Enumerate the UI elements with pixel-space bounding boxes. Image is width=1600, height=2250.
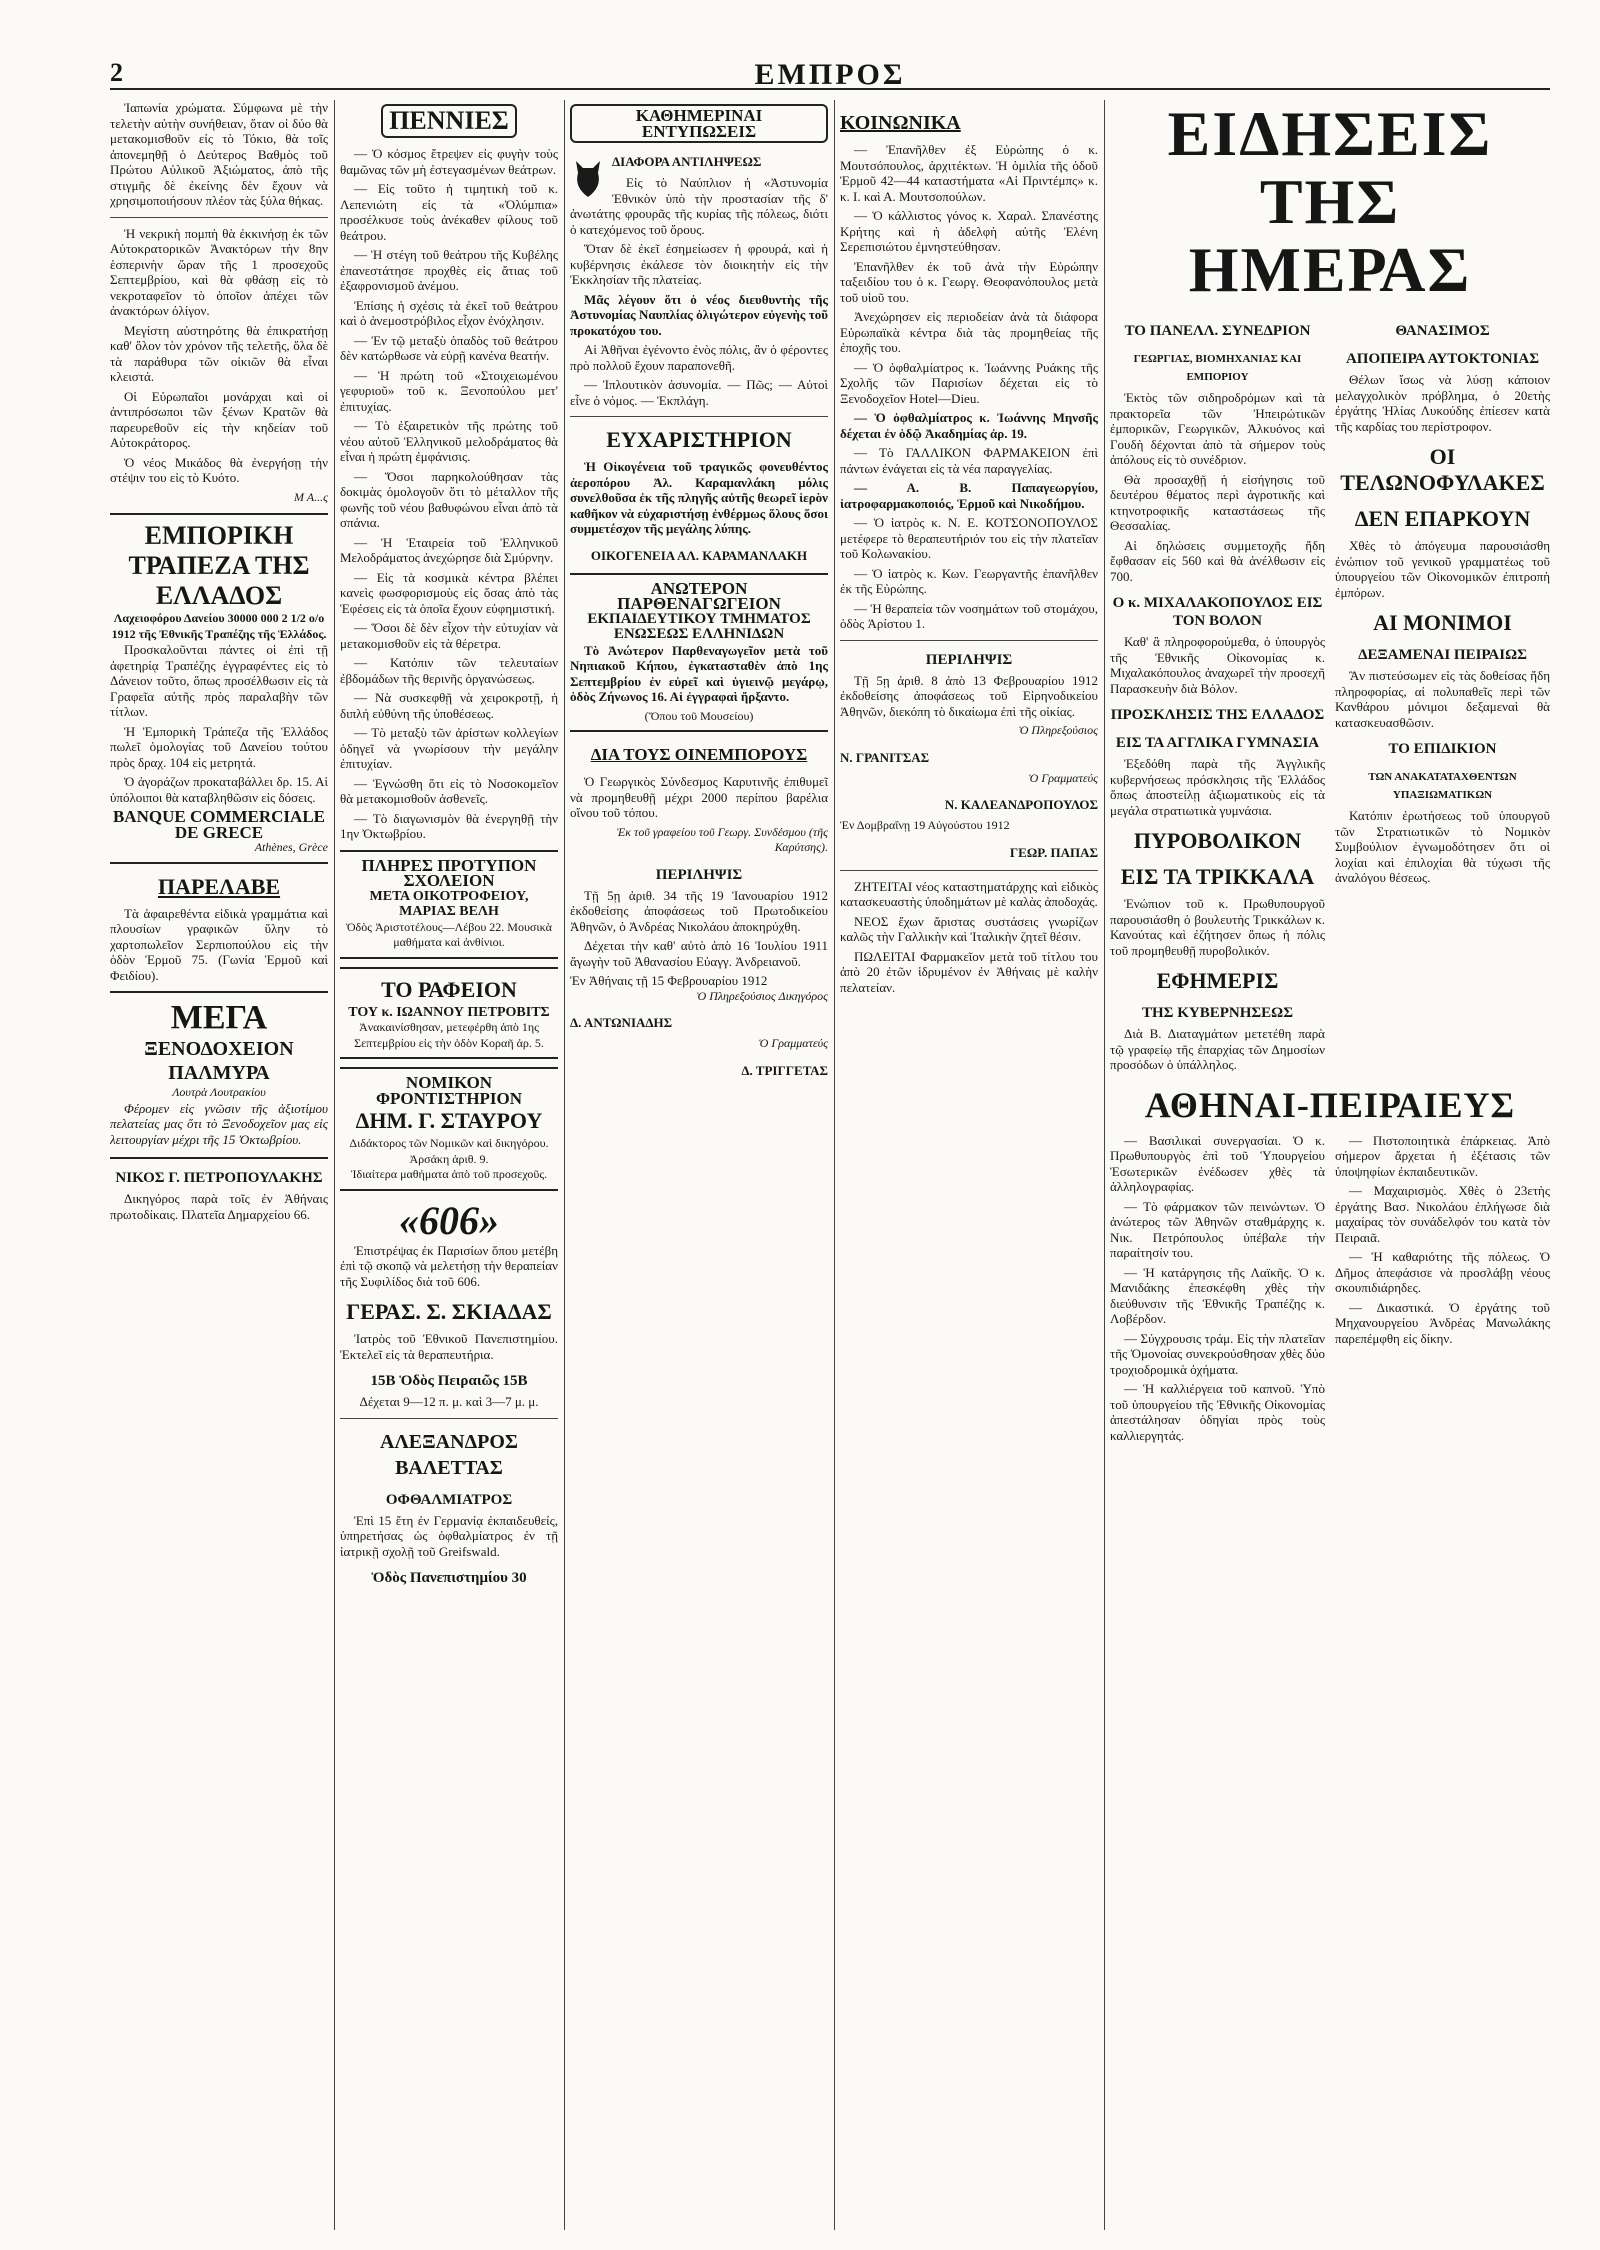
article-paragraph: Ἐπανῆλθεν ἐκ τοῦ ἀνὰ τὴν Εὐρώπην ταξειδίου του ὁ κ. Γεωργ. Θεοφανόπουλος μετὰ τοῦ υἱοῦ του. <box>840 258 1098 305</box>
article-paragraph: Μεγίστη αὐστηρότης θὰ ἐπικρατήσῃ καθ' ὅλον τὸν χρόνον τῆς τελετῆς, ὅλα δὲ τὰ παράθυρα τῶν οἰκιῶν θὰ εἶναι κλειστά. <box>110 322 328 384</box>
bank-sign-2: DE GRECE <box>174 822 264 842</box>
notice-sign: Ὁ Πληρεξούσιος <box>1018 723 1098 737</box>
article-title: ΘΑΝΑΣΙΜΟΣ <box>1395 323 1490 339</box>
article-paragraph: — Ἐπανῆλθεν ἐξ Εὐρώπης ὁ κ. Μουτσόπουλος, ἀρχιτέκτων. Ἡ ὁμιλία τῆς ὁδοῦ Ἑρμοῦ 42—44 καταστήματα «Αἱ Πριντέμπς» κ. κ. Ι. καὶ Α. Μουτσοπούλων. <box>840 142 1098 204</box>
article-paragraph: — Ὁ ὀφθαλμίατρος κ. Ἰωάννης Μηνσῆς δέχεται ἐν ὁδῷ Ἀκαδημίας ἀρ. 19. <box>840 410 1098 441</box>
tutor-text-2: Ἰδιαίτερα μαθήματα ἀπὸ τοῦ προσεχοῦς. <box>350 1167 548 1181</box>
article-paragraph: Ἐκτὸς τῶν σιδηροδρόμων καὶ τὰ πρακτορεῖα τῶν Ἠπειρώτικῶν ἐμπορικῶν, Γεωργικῶν, Ἀλκυόνος καὶ Γουδὴ δέχονται ἀπὸ τὰ σήμερον τοὺς ἀπόλους εἰς τὸ συνέδριον. <box>1110 390 1325 467</box>
owner-name: ΝΙΚΟΣ Γ. ΠΕΤΡΟΠΟΥΛΑΚΗΣ <box>115 1170 323 1186</box>
hotel-title-1: ΜΕΓΑ <box>170 999 268 1036</box>
school-subtitle: ΜΕΤΑ ΟΙΚΟΤΡΟΦΕΙΟΥ, ΜΑΡΙΑΣ ΒΕΛΗ <box>369 888 529 919</box>
eye-doctor-address: Ὁδὸς Πανεπιστημίου 30 <box>371 1570 527 1586</box>
article-paragraph: Ἰαπωνία χρώματα. Σύμφωνα μὲ τὴν τελετὴν αὐτὴν συνήθειαν, ὅταν οἱ δύο θὰ μετακομισθοῦν εἰς τὸ Τόκιο, θὰ τοῖς ἀπονεμηθῇ ὁ Δεύτερος Βαθμὸς τοῦ Πρώτου Αὐλικοῦ Ἀξιώματος, ἀπὸ τῆς στιγμῆς δὲ ἐκείνης δὲν ἔχουν νὰ χρησιμοποιήσουν πλέον τὰς ξύλα θήκας. <box>110 100 328 208</box>
news-two-column <box>1110 312 1550 1077</box>
tutor-name: ΔΗΜ. Γ. ΣΤΑΥΡΟΥ <box>355 1108 543 1133</box>
article-paragraph: Κατόπιν ἐρωτήσεως τοῦ ὑπουργοῦ τῶν Στρατιωτικῶν τὸ Νομικὸν Συμβούλιον ἐγνωμοδότησεν ὅτι οἱ λοχίαι καὶ ἐπιλοχίαι θὰ τύχωσι τῆς ἀναλόγου θέσεως. <box>1335 808 1550 885</box>
tailor-text: Ἀνακαινίσθησαν, μετεφέρθη ἀπὸ 1ης Σεπτεμβρίου εἰς τὴν ὁδὸν Κοραῆ ἀρ. 5. <box>354 1020 544 1050</box>
article-paragraph: — Ὅσοι δὲ δὲν εἶχον τὴν εὐτυχίαν νὰ μετακομισθοῦν εἰς τὰ θέρετρα. <box>340 620 558 651</box>
school-address: (Ὅπου τοῦ Μουσείου) <box>644 708 754 723</box>
notice-name-2: Ν. ΚΑΛΕΑΝΔΡΟΠΟΥΛΟΣ <box>944 797 1098 812</box>
article-paragraph: — Ὁ ἰατρὸς κ. Κων. Γεωργαντῆς ἐπανῆλθεν ἐκ τῆς Εὐρώπης. <box>840 565 1098 596</box>
article-paragraph: Μᾶς λέγουν ὅτι ὁ νέος διευθυντὴς τῆς Ἀστυνομίας Ναυπλίας ὀλιγώτερον εὐγενὴς τοῦ προκατόχου του. <box>570 291 828 338</box>
article-paragraph: — Τὸ ΓΑΛΛΙΚΟΝ ΦΑΡΜΑΚΕΙΟΝ ἐπὶ πάντων ἐνάγεται εἰς τὰ νέα παραγγελίας. <box>840 445 1098 476</box>
bank-title: ΕΜΠΟΡΙΚΗ ΤΡΑΠΕΖΑ ΤΗΣ ΕΛΛΑΔΟΣ <box>128 521 310 610</box>
article-paragraph: — Ἰπλουτικὸν ἀσυνομία. — Πῶς; — Αὐτοὶ εἶνε ὁ νόμος. — Ἐκπλάγη. <box>570 377 828 408</box>
article-title: ΤΟ ΕΠΙΔΙΚΙΟΝ <box>1388 741 1497 757</box>
article-paragraph: — Εἰς τὰ κοσμικὰ κέντρα βλέπει κανεὶς φωσφορισμοὺς εἰς ὅσας ἀπὸ τὰς Ἐφέσεις εἰς τὰ ὁποῖα ἔχουν εὐφημιστική. <box>340 569 558 616</box>
divider <box>570 416 828 417</box>
school-ad <box>340 850 558 959</box>
article-paragraph: — Ἡ Ἑταιρεία τοῦ Ἑλληνικοῦ Μελοδράματος ἀνεχώρησε διὰ Σμύρνην. <box>340 534 558 565</box>
bank-subtitle: Λαχειοφόρου Δανείου 30000 000 2 1/2 ο/ο 1912 τῆς Ἐθνικῆς Τραπέζης τῆς Ἑλλάδος. <box>111 611 327 641</box>
article-title: ΟΙ ΤΕΛΩΝΟΦΥΛΑΚΕΣ <box>1340 444 1545 495</box>
tailor-subtitle: ΤΟΥ κ. ΙΩΑΝΝΟΥ ΠΕΤΡΟΒΙΤΣ <box>348 1004 550 1020</box>
wine-title: ΔΙΑ ΤΟΥΣ ΟΙΝΕΜΠΟΡΟΥΣ <box>590 745 808 764</box>
article-paragraph: Καθ' ἃ πληροφορούμεθα, ὁ ὑπουργὸς τῆς Ἐθνικῆς Οἰκονομίας κ. Μιχαλακόπουλος ἀναχωρεῖ τὴν προσεχῆ Παρασκευὴν διὰ Βόλον. <box>1110 634 1325 696</box>
notice-name-2: Δ. ΤΡΙΓΓΕΤΑΣ <box>741 1062 828 1078</box>
article-paragraph: — Ἡ κατάργησις τῆς Λαϊκῆς. Ὁ κ. Μανιδάκης ἐπεσκέφθη χθὲς τὴν διεύθυνσιν τῆς Ἐθνικῆς Τραπέζης κ. Λοβέρδον. <box>1110 1264 1325 1326</box>
article-paragraph: Ἐπίσης ἡ σχέσις τὰ ἐκεῖ τοῦ θεάτρου καὶ ὁ ἀνεμοστρόβιλος εἶχον ἐνόχλησιν. <box>340 297 558 328</box>
article-paragraph: — Τὸ ἐξαιρετικὸν τῆς πρώτης τοῦ νέου αὐτοῦ Ἑλληνικοῦ μελοδράματος θὰ εἶναι ἡ πρώτη ἐμφάνισις. <box>340 418 558 464</box>
notice-date: Ἐν Ἀθήναις τῇ 15 Φεβρουαρίου 1912 <box>570 973 768 988</box>
article-paragraph: — Σύγχρουσις τράμ. Εἰς τὴν πλατεῖαν τῆς Ὁμονοίας συνεκρούσθησαν χθὲς δύο τροχιοδρομικὰ ὀχήματα. <box>1110 1330 1325 1377</box>
news-subcolumn-left <box>1110 1133 1325 1448</box>
notice-sign-2: Ὁ Γραμματεύς <box>1028 770 1098 785</box>
eye-doctor-title: ΟΦΘΑΛΜΙΑΤΡΟΣ <box>385 1491 513 1508</box>
column-1 <box>110 100 328 2230</box>
article-paragraph: — Τὸ διαγωνισμὸν θὰ ἐνεργηθῇ τὴν 1ην Ὀκτωβρίου. <box>340 810 558 841</box>
article-paragraph: — Ἡ στέγη τοῦ θεάτρου τῆς Κυβέλης ἐπανεστάτησε προχθὲς εἰς ἄτιας τοῦ ἐξαφρονισμοῦ ἀνέμου. <box>340 247 558 293</box>
signature: Μ Α...ς <box>294 489 328 504</box>
article-paragraph: — Τὸ φάρμακον τῶν πεινώντων. Ὁ ἀνώτερος τῶν Ἀθηνῶν σταθμάρχης κ. Νικ. Πετρόπουλος ὑπέβαλε τὴν παραίτησίν του. <box>1110 1198 1325 1260</box>
article-paragraph: — Ὅσοι παρηκολούθησαν τὰς δοκιμὰς ὁμολογοῦν ὅτι τὸ μέταλλον τῆς φωνῆς τοῦ νέου βαθυφώνου εἶναι ἀπὸ τὰ σπάνια. <box>340 468 558 530</box>
column-rule <box>564 100 565 2230</box>
article-subtitle: ΤΩΝ ΑΝΑΚΑΤΑΤΑΧΘΕΝΤΩΝ ΥΠΑΞΙΩΜΑΤΙΚΩΝ <box>1368 771 1517 801</box>
article-paragraph: Χθὲς τὸ ἀπόγευμα παρουσιάσθη ἐνώπιον τοῦ γενικοῦ γραμματέως τοῦ ὑπουργείου τῶν Οἰκονομικῶν ἐπιτροπὴ ἐμπόρων. <box>1335 538 1550 600</box>
article-paragraph: — Κατόπιν τῶν τελευταίων ἐβδομάδων τῆς θερινῆς ὀργανώσεως. <box>340 655 558 686</box>
article-paragraph: Αἱ Ἀθῆναι ἐγένοντο ἐνὸς πόλις, ἂν ὁ φέροντες πρὸ πολλοῦ ἔχουν παραπονεθῆ. <box>570 342 828 373</box>
article-subtitle: ΔΕΝ ΕΠΑΡΚΟΥΝ <box>1354 506 1531 531</box>
article-title: ΕΦΗΜΕΡΙΣ <box>1156 968 1279 993</box>
school-subtitle-2: ΕΝΩΣΕΩΣ ΕΛΛΗΝΙΔΩΝ <box>613 626 785 642</box>
tutor-text: Διδάκτορος τῶν Νομικῶν καὶ δικηγόρου. Ἀρσάκη ἀριθ. 9. <box>349 1136 549 1166</box>
article-paragraph: — Ὁ ἰατρὸς κ. Ν. Ε. ΚΟΤΣΟΝΟΠΟΥΛΟΣ μετέφερε τὸ θεραπευτήριόν του εἰς τὴν πλατεῖαν τοῦ Κολωνακίου. <box>840 515 1098 561</box>
column-rule <box>334 100 335 2230</box>
news-headline: ΕΙΔΗΣΕΙΣ ΤΗΣ ΗΜΕΡΑΣ <box>1167 100 1493 305</box>
article-paragraph: — Βασιλικαὶ συνεργασίαι. Ὁ κ. Πρωθυπουργὸς ἐπὶ τοῦ Ὑπουργείου Ἐσωτερικῶν ἐνέδωσεν χθὲς τὰ ἀλληλογραφίας. <box>1110 1132 1325 1194</box>
article-paragraph: Δέχεται τὴν καθ' αὐτὸ ἀπὸ 16 Ἰουλίου 1911 ἄγωγὴν τοῦ Ἀθανασίου Εὐαγγ. Ἀνδρειανοῦ. <box>570 938 828 969</box>
section-title: ΠΕΝΝΙΕΣ <box>381 104 517 138</box>
article-paragraph: — Τὸ μεταξὺ τῶν ἀρίστων κολλεγίων ὁδηγεῖ νὰ γνωρίσουν τὴν μεγάλην ἐπιτυχίαν. <box>340 725 558 771</box>
thanks-signature: ΟΙΚΟΓΕΝΕΙΑ ΑΛ. ΚΑΡΑΜΑΝΛΑΚΗ <box>590 547 808 563</box>
notice-title: ΠΕΡΙΛΗΨΙΣ <box>925 651 1013 668</box>
article-paragraph: — Ἐν τῷ μεταξὺ ὁπαδὸς τοῦ θεάτρου δὲν κατώρθωσε νὰ εὑρῇ κανένα θεατήν. <box>340 332 558 363</box>
article-paragraph: — Νὰ συσκεφθῇ νὰ χειροκροτῇ, ἡ διπλή εὐθύνη τῆς ὑποθέσεως. <box>340 690 558 721</box>
article-paragraph: — Ἐγνώσθη ὅτι εἰς τὸ Νοσοκομεῖον θὰ μετακομισθοῦν ἀσθενεῖς. <box>340 775 558 806</box>
article-paragraph: Ὁ νέος Μικάδος θὰ ἐνεργήσῃ τὴν στέψιν του εἰς τὸ Κυότο. <box>110 454 328 485</box>
section-subtitle: ΔΙΑΦΟΡΑ ΑΝΤΙΛΗΨΕΩΣ <box>612 154 762 169</box>
article-subtitle: ΤΗΣ ΚΥΒΕΡΝΗΣΕΩΣ <box>1141 1005 1294 1021</box>
ad-paragraph: Δικηγόρος παρὰ τοῖς ἐν Ἀθήναις πρωτοδίκαις. Πλατεῖα Δημαρχείου 66. <box>110 1191 328 1222</box>
paper-name: ΕΜΠΡΟΣ <box>754 58 906 91</box>
hotel-title-3: Λουτρὰ Λουτρακίου <box>172 1085 266 1099</box>
article-paragraph: — Ὁ κάλλιστος γόνος κ. Χαραλ. Σπανέστης Κρήτης καὶ ἡ ἀδελφὴ αὐτῆς Ἐλένη Σερεπισιώτου ἐμνηστεύθησαν. <box>840 208 1098 254</box>
article-subtitle: ΓΕΩΡΓΙΑΣ, ΒΙΟΜΗΧΑΝΙΑΣ ΚΑΙ ΕΜΠΟΡΙΟΥ <box>1133 353 1302 383</box>
tailor-ad <box>340 967 558 1060</box>
notice-name: Δ. ΑΝΤΩΝΙΑΔΗΣ <box>570 1015 673 1030</box>
classified-ad: ΠΩΛΕΙΤΑΙ Φαρμακεῖον μετὰ τοῦ τίτλου του ἀπὸ 20 ἐτῶν ἱδρυμένον ἐν Ἀθήναις μὲ καλὴν πελατείαν. <box>840 948 1098 995</box>
ad-paragraph: Ὁ ἀγοράζων προκαταβάλλει δρ. 15. Αἱ ὑπόλοιποι θὰ καταβληθῶσιν εἰς δόσεις. <box>110 774 328 805</box>
article-paragraph: — Ἡ θεραπεία τῶν νοσημάτων τοῦ στομάχου, ὁδὸς Ἀρίστου 1. <box>840 600 1098 631</box>
lost-title: ΠΑΡΕΛΑΒΕ <box>157 873 281 899</box>
article-paragraph: Οἱ Εὐρωπαῖοι μονάρχαι καὶ οἱ ἀντιπρόσωποι τῶν ξένων Κρατῶν θὰ παρευρεθοῦν εἰς τὴν κηδείαν τοῦ Αὐτοκράτορος. <box>110 388 328 450</box>
article-paragraph: — Πιστοποιητικὰ ἐπάρκειας. Ἀπὸ σήμερον ἄρχεται ἡ ἐξέτασις τῶν ὑποψηφίων ἐκπαιδευτικῶν. <box>1335 1132 1550 1179</box>
tutor-ad <box>340 1067 558 1191</box>
news-subcolumn-right <box>1335 1133 1550 1448</box>
eye-doctor-name: ΑΛΕΞΑΝΔΡΟΣ ΒΑΛΕΤΤΑΣ <box>380 1430 518 1479</box>
article-paragraph: — Ἡ καλλιέργεια τοῦ καπνοῦ. Ὑπὸ τοῦ ὑπουργείου τῆς Ἐθνικῆς Οἰκονομίας ἀπεστάλησαν ὁδηγίαι πρὸς τοὺς καλλιεργητάς. <box>1110 1381 1325 1443</box>
section-title: ΑΘΗΝΑΙ-ΠΕΙΡΑΙΕΥΣ <box>1144 1084 1516 1125</box>
notice-title: ΠΕΡΙΛΗΨΙΣ <box>655 866 743 883</box>
article-paragraph: — Μαχαιρισμὸς. Χθὲς ὁ 23ετὴς ἐργάτης Βασ. Νικολάου ἐπλήγωσε διὰ μαχαίρας τὸν συνάδελφόν του κατὰ τὸν Πειραιᾶ. <box>1335 1183 1550 1245</box>
article-paragraph: Ἡ νεκρικὴ πομπὴ θὰ ἐκκινήσῃ ἐκ τῶν Αὐτοκρατορικῶν Ἀνακτόρων τὴν 8ην ἑσπερινὴν ὥραν τῆς 1 προσεχοῦς Σεπτεμβρίου, καὶ θὰ φθάσῃ εἰς τὸ νεκροταφεῖον τὸ ὁποῖον ἀπέχει τῶν ἀνακτόρων ὀλίγον. <box>110 225 328 318</box>
article-paragraph: Ἡ Οἰκογένεια τοῦ τραγικῶς φονευθέντος ἀεροπόρου Ἀλ. Καραμανλάκη μόλις συνελθοῦσα ἐκ τῆς πληγῆς αὐτῆς θεωρεῖ ἱερὸν καθῆκον νὰ εὐχαριστήσῃ ἐνθέρμως ὅλους ὅσοι συμμετέσχον τῆς μεγάλης λύπης. <box>570 459 828 536</box>
ad-paragraph: Φέρομεν εἰς γνῶσιν τῆς ἀξιοτίμου πελατείας μας ὅτι τὸ Ξενοδοχεῖον μας εἰς λειτουργίαν μέχρι τῆς 15 Ὀκτωβρίου. <box>110 1100 328 1147</box>
article-paragraph: Εἰς τὸ Ναύπλιον ἡ «Ἀστυνομία Ἐθνικὸν ὑπὸ τὴν προστασίαν τῆς δ' ἀνωτάτης φρουρᾶς τῆς κυρίας τῆς πόλεως, διότι ὁ κατεχόμενος τοῦ ὄρους. <box>570 175 828 237</box>
hotel-title-2: ΞΕΝΟΔΟΧΕΙΟΝ ΠΑΛΜΥΡΑ <box>144 1038 294 1084</box>
column-4 <box>840 100 1098 2230</box>
bank-sign-3: Athènes, Grèce <box>254 840 328 854</box>
notice-sign-2: Ὁ Γραμματεύς <box>758 1036 828 1050</box>
ad-paragraph: Ἡ Ἐμπορικὴ Τράπεζα τῆς Ἑλλάδος πωλεῖ ὁμολογίας τοῦ Δανείου τούτου πρὸς δραχ. 104 εἰς μετρητά. <box>110 723 328 770</box>
ad-paragraph: Προσκαλοῦνται πάντες οἱ ἐπὶ τῇ ἀφετηρίᾳ Τραπέζης ἐγγραφέντες εἰς τὸ Δάνειον τοῦτο, ὅπως προσέλθωσιν εἰς τὰ Γραφεῖα αὐτῆς πρὸς παραλαβὴν τῶν τίτλων. <box>110 642 328 719</box>
article-paragraph: Θὰ προσαχθῇ ἡ εἰσήγησις τοῦ δευτέρου θέματος περὶ ἀγροτικῆς καὶ κτηνοτροφικῆς καταστάσεως τῆς Θεσσαλίας. <box>1110 471 1325 533</box>
bank-sign-1: BANQUE COMMERCIALE <box>112 807 326 826</box>
article-paragraph: Αἱ δηλώσεις συμμετοχῆς ἤδη ἔφθασαν εἰς 560 καὶ θὰ ἀνέλθωσιν εἰς 700. <box>1110 537 1325 584</box>
wine-signature: Ἐκ τοῦ γραφείου τοῦ Γεωργ. Συνδέσμου (τῆς Καρύτσης). <box>616 824 828 854</box>
bank-ad <box>110 513 328 864</box>
masthead <box>110 58 1550 90</box>
article-paragraph: Ἐξεδόθη παρὰ τῆς Ἀγγλικῆς κυβερνήσεως πρόσκλησις τῆς Ἑλλάδος ὅπως ἀποστείλῃ ἀξιωματικοὺς εἰς τὰ μεγάλα στρατιωτικὰ γυμνάσια. <box>1110 756 1325 818</box>
article-subtitle: ΑΠΟΠΕΙΡΑ ΑΥΤΟΚΤΟΝΙΑΣ <box>1345 351 1540 367</box>
article-title: ΑΙ ΜΟΝΙΜΟΙ <box>1373 610 1512 635</box>
school-title: ΠΛΗΡΕΣ ΠΡΟΤΥΠΟΝ ΣΧΟΛΕΙΟΝ <box>361 855 537 890</box>
doctor-name: ΓΕΡΑΣ. Σ. ΣΚΙΑΔΑΣ <box>346 1299 552 1324</box>
notice-sign: Ὁ Πληρεξούσιος Δικηγόρος <box>696 988 828 1003</box>
article-paragraph: Ὁ Γεωργικὸς Σύνδεσμος Καρυτινῆς ἐπιθυμεῖ νὰ προμηθευθῇ μέχρι 2000 περίπου βαρέλια οἴνου τοῦ τόπου. <box>570 774 828 820</box>
doctor-address: 15Β Ὁδὸς Πειραιῶς 15Β <box>370 1373 528 1389</box>
school-ad <box>570 573 828 733</box>
ad-paragraph: Ἐπιστρέψας ἐκ Παρισίων ὅπου μετέβη ἐπὶ τῷ σκοπῷ νὰ μελετήσῃ τὴν θεραπείαν τῆς Συφιλίδος διὰ τοῦ 606. <box>340 1242 558 1289</box>
thanks-title: ΕΥΧΑΡΙΣΤΗΡΙΟΝ <box>606 427 792 452</box>
article-title: ΤΟ ΠΑΝΕΛΛ. ΣΥΝΕΔΡΙΟΝ <box>1124 323 1311 339</box>
page-number: 2 <box>110 58 123 87</box>
article-paragraph: Θέλων ἴσως νὰ λύσῃ κάποιον μελαγχολικὸν πρόβλημα, ὁ 20ετὴς ἐργάτης Ἠλίας Λυκούδης ἐπίεσεν κατὰ τῆς καρδίας του περίστροφον. <box>1335 372 1550 434</box>
hotel-ad <box>110 991 328 1159</box>
article-subtitle: ΕΙΣ ΤΑ ΤΡΙΚΚΑΛΑ <box>1120 864 1315 889</box>
column-2 <box>340 100 558 2230</box>
tailor-title: ΤΟ ΡΑΦΕΙΟΝ <box>381 976 517 1002</box>
article-paragraph: Ὅταν δὲ ἐκεῖ ἐσημείωσεν ἡ φρουρά, καὶ ἡ κυβέρνησις ἐκάλεσε τὸν διοικητὴν εἰς τὴν Ἐκκλησίαν τῆς πλατείας. <box>570 241 828 287</box>
classified-ad: ΖΗΤΕΙΤΑΙ νέος καταστηματάρχης καὶ εἰδικὸς κατασκευαστὴς ὑποδημάτων μὲ καλὰς ἀποδοχάς. <box>840 878 1098 909</box>
column-5 <box>1110 100 1550 2230</box>
article-paragraph: Τῇ 5ῃ ἀριθ. 8 ἀπὸ 13 Φεβρουαρίου 1912 ἐκδοθείσης ἀποφάσεως τοῦ Εἰρηνοδικείου Ἀθηνῶν, διεκόπη τὸ δικαίωμα ἐπὶ τῆς οἰκίας. <box>840 672 1098 719</box>
divider <box>340 1418 558 1419</box>
ad-paragraph: Ἐπὶ 15 ἔτη ἐν Γερμανίᾳ ἐκπαιδευθείς, ὑπηρετήσας ὡς ὀφθαλμίατρος ἐν τῇ ἰατρικῇ σχολῇ τοῦ Greifswald. <box>340 1512 558 1559</box>
ad-606-title: «606» <box>399 1197 499 1243</box>
article-paragraph: Τῇ 5ῃ ἀριθ. 34 τῆς 19 Ἰανουαρίου 1912 ἐκδοθείσης ἀποφάσεως τοῦ Πρωτοδικείου Ἀθηνῶν, ὁ Ἀνδρέας Νικολάου ἀποκηρύχθη. <box>570 887 828 934</box>
divider <box>840 870 1098 871</box>
classified-ad: ΝΕΟΣ ἔχων ἄριστας συστάσεις γνωρίζων καλῶς τὴν Γαλλικὴν καὶ Ἰταλικὴν ζητεῖ θέσιν. <box>840 913 1098 944</box>
school-title: ΑΝΩΤΕΡΟΝ ΠΑΡΘΕΝΑΓΩΓΕΙΟΝ <box>617 578 781 613</box>
article-paragraph: Ἂν πιστεύσωμεν εἰς τὰς δοθείσας ἤδη πληροφορίας, αἱ πολυπαθεῖς περὶ τῶν Κανθάρου μόνιμοι δεξαμεναὶ θὰ κατασκευασθῶσιν. <box>1335 668 1550 730</box>
article-paragraph: — Α. Β. Παπαγεωργίου, ἰατροφαρμακοποιός, Ἑρμοῦ καὶ Νικοδήμου. <box>840 480 1098 511</box>
school-address: Ὁδὸς Ἀριστοτέλους—Λέβου 22. Μουσικὰ μαθήματα καὶ ἀνθίνιοι. <box>346 919 552 949</box>
article-title: ΠΥΡΟΒΟΛΙΚΟΝ <box>1133 828 1302 853</box>
article-title: Ο κ. ΜΙΧΑΛΑΚΟΠΟΥΛΟΣ ΕΙΣ ΤΟΝ ΒΟΛΟΝ <box>1112 595 1323 629</box>
article-paragraph: — Ὁ κόσμος ἔτρεψεν εἰς φυγὴν τοὺς θαμῶνας τῶν μὴ ἐστεγασμένων θεάτρων. <box>340 146 558 177</box>
article-paragraph: Ἐνώπιον τοῦ κ. Πρωθυπουργοῦ παρουσιάσθη ὁ βουλευτὴς Τρικκάλων κ. Κανούτας καὶ ἐζήτησεν ὅπως ἡ πόλις τοῦ προμηθευθῇ πυροβολικόν. <box>1110 896 1325 958</box>
notice-date: Ἐν Δομβραΐνῃ 19 Αὐγούστου 1912 <box>840 818 1010 832</box>
article-title: ΠΡΟΣΚΛΗΣΙΣ ΤΗΣ ΕΛΛΑΔΟΣ <box>1110 707 1325 723</box>
news-two-column <box>1110 1133 1550 1448</box>
section-title: ΚΑΘΗΜΕΡΙΝΑΙ ΕΝΤΥΠΩΣΕΙΣ <box>570 104 828 143</box>
news-subcolumn-left <box>1110 312 1325 1077</box>
column-rule <box>834 100 835 2230</box>
tutor-title: ΝΟΜΙΚΟΝ ΦΡΟΝΤΙΣΤΗΡΙΟΝ <box>375 1073 523 1108</box>
article-subtitle: ΕΙΣ ΤΑ ΑΓΓΛΙΚΑ ΓΥΜΝΑΣΙΑ <box>1115 735 1320 751</box>
article-paragraph: — Δικαστικά. Ὁ ἐργάτης τοῦ Μηχανουργείου Ἀνδρέας Μανωλάκης παρεπέμφθη εἰς δίκην. <box>1335 1299 1550 1346</box>
cat-icon <box>570 153 606 199</box>
article-paragraph: Διὰ Β. Διαταγμάτων μετετέθη παρὰ τῷ γραφείῳ τῆς ἐπαρχίας τῶν Δημοσίων προσόδων ὁ ὑπάλληλος. <box>1110 1026 1325 1072</box>
ad-paragraph: Τὸ Ἀνώτερον Παρθεναγωγεῖον μετὰ τοῦ Νηπιακοῦ Κήπου, ἐγκατασταθὲν ἀπὸ 1ης Σεπτεμβρίου ἐν εὐρεῖ καὶ ὑγιεινῷ μεγάρῳ, ὁδὸς Ζήνωνος 16. Αἱ ἐγγραφαὶ ἤρξαντο. <box>570 642 828 704</box>
article-paragraph: — Ὁ ὀφθαλμίατρος κ. Ἰωάννης Ρυάκης τῆς Σχολῆς τῶν Παρισίων δέχεται εἰς τὸ Ξενοδοχεῖον Hotel—Dieu. <box>840 359 1098 406</box>
notice-name: Ν. ΓΡΑΝΙΤΣΑΣ <box>840 749 930 765</box>
article-paragraph: Ἀνεχώρησεν εἰς περιοδείαν ἀνὰ τὰ διάφορα Εὐρωπαϊκὰ κέντρα διὰ τὰς προμηθείας τῆς ἐποχῆς του. <box>840 309 1098 355</box>
article-subtitle: ΔΕΞΑΜΕΝΑΙ ΠΕΙΡΑΙΩΣ <box>1358 647 1527 663</box>
notice-name-3: ΓΕΩΡ. ΠΑΠΑΣ <box>1009 844 1098 860</box>
news-subcolumn-right <box>1335 312 1550 1077</box>
doctor-hours: Δέχεται 9—12 π. μ. καὶ 3—7 μ. μ. <box>359 1394 539 1409</box>
column-rule <box>1104 100 1105 2230</box>
column-3 <box>570 100 828 2230</box>
ad-paragraph: Ἰατρὸς τοῦ Ἐθνικοῦ Πανεπιστημίου. Ἐκτελεῖ εἰς τὰ θεραπευτήρια. <box>340 1331 558 1362</box>
divider <box>110 217 328 218</box>
section-title: ΚΟΙΝΩΝΙΚΑ <box>840 112 961 134</box>
divider <box>840 640 1098 641</box>
ad-paragraph: Τὰ ἀφαιρεθέντα εἰδικὰ γραμμάτια καὶ πλουσίων γραφικῶν ὕλην τὸ χαρτοπωλεῖον Σερπιοπούλου εἰς τὴν ὁδὸν Ἑρμοῦ 75. (Γωνία Ἑρμοῦ καὶ Φειδίου). <box>110 905 328 983</box>
article-paragraph: — Ἡ πρώτη τοῦ «Στοιχειωμένου γεφυριοῦ» τοῦ κ. Ξενοπούλου μετ' ἐπιτυχίας. <box>340 367 558 414</box>
article-paragraph: — Εἰς τοῦτο ἡ τιμητικὴ τοῦ κ. Λεπενιώτη εἰς τὰ «Ὀλύμπια» προσέλκυσε τοὺς ἀνέκαθεν φίλους τοῦ θεάτρου. <box>340 181 558 243</box>
article-paragraph: — Ἡ καθαριότης τῆς πόλεως. Ὁ Δῆμος ἀπεφάσισε νὰ προσλάβῃ νέους σκουπιδιάρηδες. <box>1335 1249 1550 1295</box>
school-subtitle-1: ΕΚΠΑΙΔΕΥΤΙΚΟΥ ΤΜΗΜΑΤΟΣ <box>587 610 811 627</box>
